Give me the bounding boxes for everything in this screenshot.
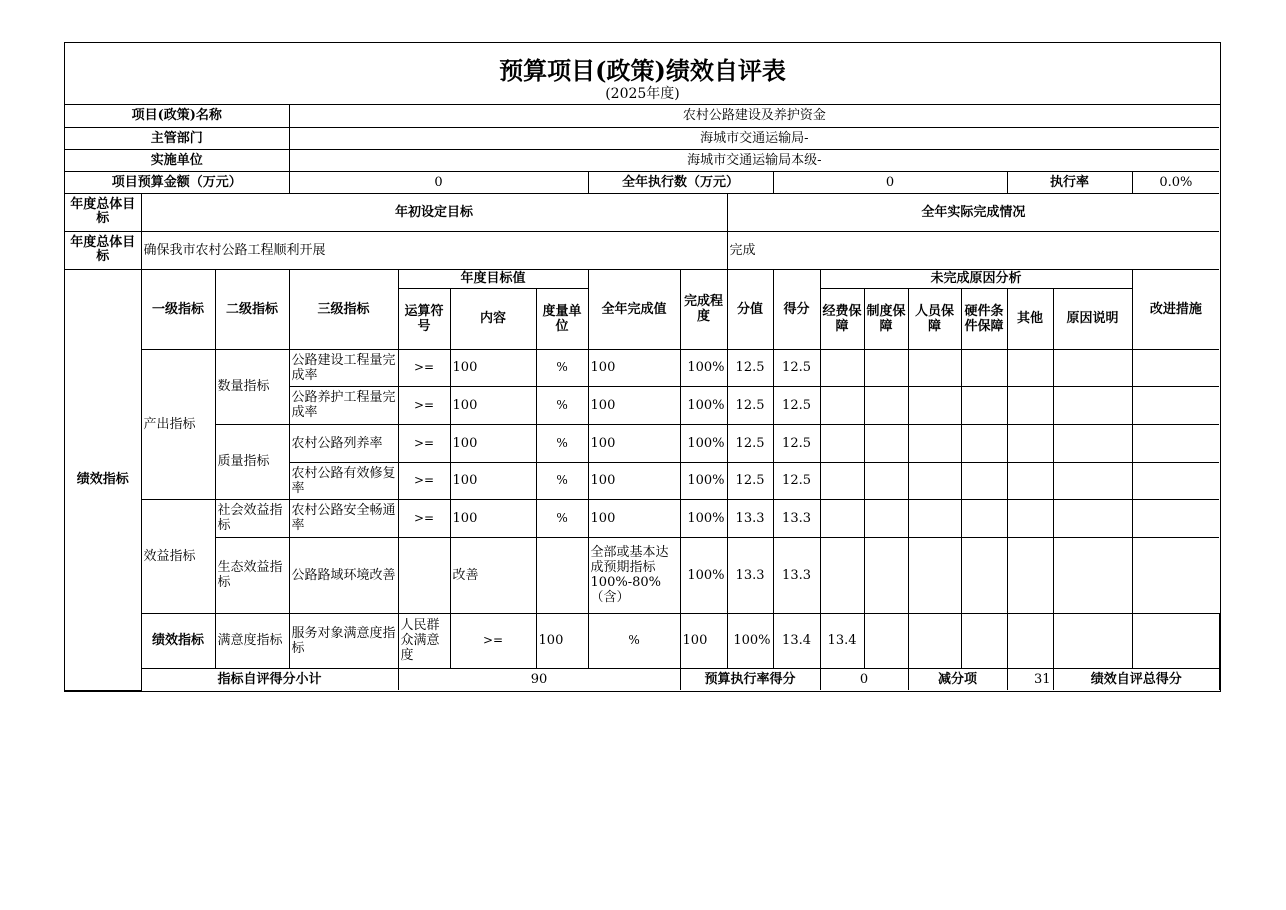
indicator-actual: 100 (588, 499, 680, 537)
table-row (65, 499, 1220, 537)
exec-label: 全年执行数（万元） (588, 171, 773, 193)
indicator-score: 13.3 (773, 499, 820, 537)
project-name-row (65, 105, 1220, 127)
project-name-label: 项目(政策)名称 (65, 105, 289, 127)
indicator-unit (536, 537, 588, 613)
header-r-staff: 人员保障 (908, 288, 961, 349)
page-subtitle: (2025年度) (605, 86, 680, 102)
table-row (65, 613, 1220, 668)
goal-label: 年度总体目标 (65, 193, 141, 231)
header-score: 得分 (773, 269, 820, 349)
group-service: 服务对象满意度指标 (289, 613, 398, 668)
header-reason-group: 未完成原因分析 (820, 269, 1132, 288)
indicator-completion: 100% (727, 613, 773, 668)
indicator-score: 12.5 (773, 386, 820, 424)
header-unit: 度量单位 (536, 288, 588, 349)
exec-value: 0 (773, 171, 1007, 193)
unit-label: 实施单位 (65, 149, 289, 171)
indicator-unit: % (536, 499, 588, 537)
indicator-op: >= (398, 424, 450, 462)
project-name-value: 农村公路建设及养护资金 (289, 105, 1219, 127)
group-quantity: 数量指标 (215, 349, 289, 424)
table-row (65, 349, 1220, 386)
header-target-group: 年度目标值 (398, 269, 588, 288)
indicator-score: 13.3 (773, 537, 820, 613)
evaluation-sheet (64, 42, 1221, 692)
unit-row (65, 149, 1220, 171)
perf-label-main: 绩效指标 (65, 269, 141, 690)
plan-goal: 确保我市农村公路工程顺利开展 (141, 231, 727, 269)
budget-row (65, 171, 1220, 193)
budget-score-value: 0 (820, 668, 908, 690)
header-op: 运算符号 (398, 288, 450, 349)
indicator-name: 人民群众满意度 (398, 613, 450, 668)
perf-label-satisfaction: 绩效指标 (141, 613, 215, 668)
indicator-score: 12.5 (773, 349, 820, 386)
header-level1: 一级指标 (141, 269, 215, 349)
indicator-value: 13.3 (727, 537, 773, 613)
header-row-1 (65, 269, 1220, 288)
indicator-content: 改善 (450, 537, 536, 613)
budget-value: 0 (289, 171, 588, 193)
header-r-hardware: 硬件条件保障 (961, 288, 1007, 349)
budget-label: 项目预算金额（万元） (65, 171, 289, 193)
indicator-content: 100 (536, 613, 588, 668)
group-eco: 生态效益指标 (215, 537, 289, 613)
goal-row (65, 231, 1220, 269)
table-row (65, 537, 1220, 613)
indicator-value: 12.5 (727, 349, 773, 386)
indicator-content: 100 (450, 499, 536, 537)
indicator-name: 公路养护工程量完成率 (289, 386, 398, 424)
rate-label: 执行率 (1007, 171, 1132, 193)
group-social: 社会效益指标 (215, 499, 289, 537)
indicator-completion: 100% (680, 349, 727, 386)
rate-value: 0.0% (1132, 171, 1219, 193)
header-content: 内容 (450, 288, 536, 349)
indicator-value: 13.4 (773, 613, 820, 668)
goal-header-row (65, 193, 1220, 231)
footer-row (65, 668, 1220, 690)
header-score-value: 分值 (727, 269, 773, 349)
indicator-value: 12.5 (727, 386, 773, 424)
indicator-content: 100 (450, 424, 536, 462)
header-level2: 二级指标 (215, 269, 289, 349)
indicator-completion: 100% (680, 424, 727, 462)
indicator-op: >= (450, 613, 536, 668)
indicator-value: 13.3 (727, 499, 773, 537)
indicator-unit: % (536, 424, 588, 462)
indicator-content: 100 (450, 386, 536, 424)
title-block (65, 43, 1220, 105)
indicator-actual: 全部或基本达成预期指标100%-80%（含） (588, 537, 680, 613)
indicator-completion: 100% (680, 462, 727, 499)
subtotal-value: 90 (398, 668, 680, 690)
indicator-unit: % (536, 462, 588, 499)
indicator-score: 13.4 (820, 613, 864, 668)
header-level3: 三级指标 (289, 269, 398, 349)
indicator-op: >= (398, 499, 450, 537)
indicator-value: 12.5 (727, 424, 773, 462)
goal-label-2: 年度总体目标 (65, 231, 141, 269)
subtotal-label: 指标自评得分小计 (141, 668, 398, 690)
indicator-unit: % (588, 613, 680, 668)
total-label: 绩效自评总得分 (1053, 668, 1220, 690)
deduct-label: 减分项 (908, 668, 1007, 690)
indicator-name: 公路建设工程量完成率 (289, 349, 398, 386)
indicator-actual: 100 (588, 386, 680, 424)
actual-header: 全年实际完成情况 (727, 193, 1219, 231)
indicator-name: 农村公路安全畅通率 (289, 499, 398, 537)
dept-label: 主管部门 (65, 127, 289, 149)
header-completion: 完成程度 (680, 269, 727, 349)
indicator-op: >= (398, 386, 450, 424)
indicator-unit: % (536, 349, 588, 386)
group-quality: 质量指标 (215, 424, 289, 499)
indicator-score: 12.5 (773, 462, 820, 499)
indicator-score: 12.5 (773, 424, 820, 462)
indicator-actual: 100 (588, 349, 680, 386)
indicator-content: 100 (450, 349, 536, 386)
page-title: 预算项目(政策)绩效自评表 (499, 56, 786, 85)
indicator-name: 公路路域环境改善 (289, 537, 398, 613)
header-r-system: 制度保障 (864, 288, 908, 349)
performance-table (65, 105, 1220, 691)
indicator-actual: 100 (588, 462, 680, 499)
dept-row (65, 127, 1220, 149)
table-row (65, 424, 1220, 462)
indicator-unit: % (536, 386, 588, 424)
indicator-name: 农村公路列养率 (289, 424, 398, 462)
indicator-op (398, 537, 450, 613)
header-full-year: 全年完成值 (588, 269, 680, 349)
header-r-explain: 原因说明 (1053, 288, 1132, 349)
header-r-other: 其他 (1007, 288, 1053, 349)
plan-header: 年初设定目标 (141, 193, 727, 231)
group-benefit: 效益指标 (141, 499, 215, 613)
indicator-completion: 100% (680, 537, 727, 613)
indicator-completion: 100% (680, 386, 727, 424)
indicator-value: 12.5 (727, 462, 773, 499)
group-output: 产出指标 (141, 349, 215, 499)
indicator-content: 100 (450, 462, 536, 499)
deduct-value: 31 (1007, 668, 1053, 690)
indicator-actual: 100 (588, 424, 680, 462)
header-r-funding: 经费保障 (820, 288, 864, 349)
header-improve: 改进措施 (1132, 269, 1219, 349)
budget-score-label: 预算执行率得分 (680, 668, 820, 690)
actual-goal: 完成 (727, 231, 1219, 269)
indicator-op: >= (398, 349, 450, 386)
indicator-op: >= (398, 462, 450, 499)
indicator-actual: 100 (680, 613, 727, 668)
indicator-name: 农村公路有效修复率 (289, 462, 398, 499)
indicator-completion: 100% (680, 499, 727, 537)
group-satisfaction: 满意度指标 (215, 613, 289, 668)
unit-value: 海城市交通运输局本级- (289, 149, 1219, 171)
dept-value: 海城市交通运输局- (289, 127, 1219, 149)
